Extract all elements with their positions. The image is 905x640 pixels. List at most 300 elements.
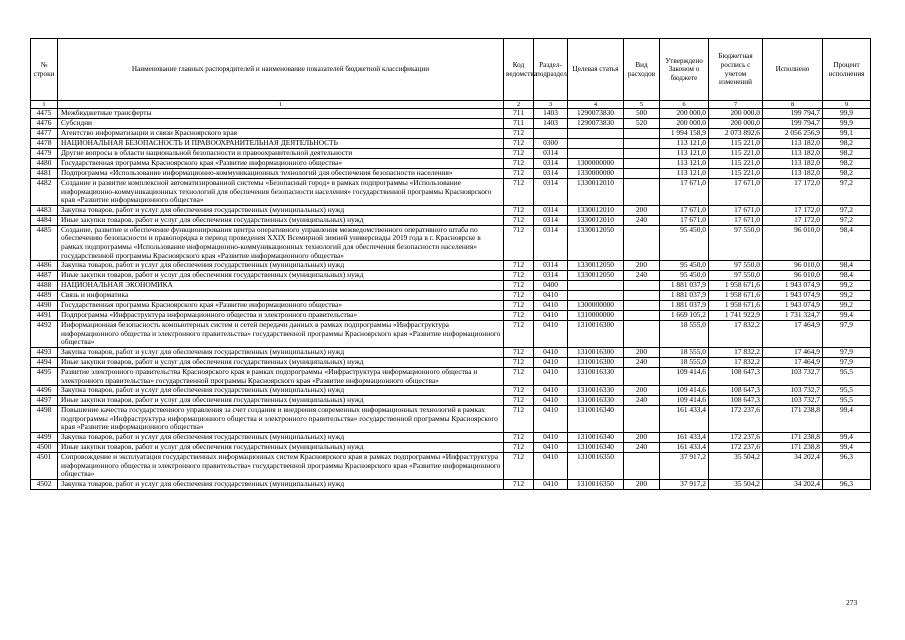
col-number: 6 [660, 101, 709, 109]
table-row [31, 159, 871, 169]
table-row [31, 321, 871, 348]
approved-amount: 109 414,6 [660, 396, 709, 406]
approved-amount: 18 555,0 [660, 321, 709, 348]
expense-type [624, 179, 660, 206]
dept-code: 712 [504, 225, 534, 260]
dept-code: 712 [504, 271, 534, 281]
budget-amount: 200 000,0 [709, 109, 763, 119]
approved-amount: 17 671,0 [660, 215, 709, 225]
expense-type: 200 [624, 347, 660, 357]
row-name: Создание, развитие и обеспечение функционирования центра оперативного управления межведомственного оперативного штаба по обеспечению безопасности и правопорядка в период проведения XXIX Всемирной зимней универсиады 2019 года в г. Красноярске в рамках подпрограммы «Использование информационно-коммуникационных технологий для обеспечения безопасности населения» государственной программы Красноярского края «Развитие информационного общества» [58, 225, 504, 260]
expense-type [624, 406, 660, 433]
row-name: Связь и информатика [58, 291, 504, 301]
budget-amount: 35 504,2 [709, 452, 763, 479]
row-name: Закупка товаров, работ и услуг для обеспечения государственных (муниципальных) нужд [58, 479, 504, 489]
dept-code: 712 [504, 149, 534, 159]
approved-amount: 109 414,6 [660, 386, 709, 396]
expense-type: 240 [624, 396, 660, 406]
row-number: 4489 [31, 291, 58, 301]
row-name: Иные закупки товаров, работ и услуг для обеспечения государственных (муниципальных) нужд [58, 357, 504, 367]
row-name: Закупка товаров, работ и услуг для обеспечения государственных (муниципальных) нужд [58, 432, 504, 442]
row-number: 4492 [31, 321, 58, 348]
row-number: 4493 [31, 347, 58, 357]
row-name: НАЦИОНАЛЬНАЯ ЭКОНОМИКА [58, 281, 504, 291]
approved-amount: 37 917,2 [660, 479, 709, 489]
budget-amount: 1 741 922,9 [709, 311, 763, 321]
executed-amount: 103 732,7 [763, 386, 823, 396]
target-code [568, 149, 624, 159]
expense-type: 520 [624, 119, 660, 129]
section-code: 0314 [534, 271, 568, 281]
approved-amount: 17 671,0 [660, 205, 709, 215]
percent-value: 99,9 [823, 119, 871, 129]
table-row [31, 119, 871, 129]
table-row [31, 169, 871, 179]
percent-value: 97,9 [823, 321, 871, 348]
col-number: 1 [31, 101, 58, 109]
dept-code: 712 [504, 169, 534, 179]
row-number: 4494 [31, 357, 58, 367]
target-code [568, 129, 624, 139]
row-number: 4491 [31, 311, 58, 321]
approved-amount: 95 450,0 [660, 261, 709, 271]
row-name: Закупка товаров, работ и услуг для обеспечения государственных (муниципальных) нужд [58, 261, 504, 271]
expense-type [624, 159, 660, 169]
col-number: 4 [568, 101, 624, 109]
row-name: Иные закупки товаров, работ и услуг для обеспечения государственных (муниципальных) нужд [58, 396, 504, 406]
table-body [31, 109, 871, 490]
header-row-number: № строки [31, 39, 58, 101]
budget-amount: 17 671,0 [709, 205, 763, 215]
section-code: 0410 [534, 432, 568, 442]
target-code: 1310016330 [568, 386, 624, 396]
col-number: 5 [624, 101, 660, 109]
section-code: 0410 [534, 406, 568, 433]
executed-amount: 199 794,7 [763, 119, 823, 129]
dept-code: 712 [504, 261, 534, 271]
approved-amount: 1 994 158,9 [660, 129, 709, 139]
expense-type: 240 [624, 357, 660, 367]
executed-amount: 96 010,0 [763, 261, 823, 271]
table-row [31, 179, 871, 206]
target-code: 1310016340 [568, 432, 624, 442]
budget-amount: 172 237,6 [709, 406, 763, 433]
section-code: 0410 [534, 479, 568, 489]
row-name: Государственная программа Красноярского края «Развитие информационного общества» [58, 301, 504, 311]
executed-amount: 103 732,7 [763, 396, 823, 406]
row-number: 4496 [31, 386, 58, 396]
section-code: 0400 [534, 281, 568, 291]
table-row [31, 225, 871, 260]
row-name: Государственная программа Красноярского края «Развитие информационного общества» [58, 159, 504, 169]
row-name: Иные закупки товаров, работ и услуг для обеспечения государственных (муниципальных) нужд [58, 271, 504, 281]
executed-amount: 17 172,0 [763, 179, 823, 206]
table-row [31, 261, 871, 271]
expense-type [624, 225, 660, 260]
row-number: 4488 [31, 281, 58, 291]
row-number: 4502 [31, 479, 58, 489]
percent-value: 98,4 [823, 271, 871, 281]
budget-amount: 17 832,2 [709, 347, 763, 357]
row-number: 4500 [31, 442, 58, 452]
row-number: 4483 [31, 205, 58, 215]
budget-table [30, 38, 871, 490]
approved-amount: 95 450,0 [660, 271, 709, 281]
header-approved: Утверждено Законом о бюджете [660, 39, 709, 101]
row-name: Закупка товаров, работ и услуг для обеспечения государственных (муниципальных) нужд [58, 386, 504, 396]
col-number: 8 [763, 101, 823, 109]
row-name: Субсидии [58, 119, 504, 129]
row-number: 4479 [31, 149, 58, 159]
executed-amount: 17 464,9 [763, 347, 823, 357]
target-code: 1330012050 [568, 225, 624, 260]
dept-code: 712 [504, 179, 534, 206]
row-number: 4478 [31, 139, 58, 149]
percent-value: 95,5 [823, 386, 871, 396]
budget-amount: 108 647,3 [709, 367, 763, 385]
target-code: 1330012050 [568, 271, 624, 281]
table-row [31, 139, 871, 149]
target-code [568, 281, 624, 291]
expense-type [624, 321, 660, 348]
target-code: 1290073830 [568, 109, 624, 119]
dept-code: 712 [504, 452, 534, 479]
executed-amount: 113 182,0 [763, 139, 823, 149]
dept-code: 712 [504, 357, 534, 367]
table-row [31, 205, 871, 215]
budget-amount: 2 073 892,6 [709, 129, 763, 139]
expense-type: 240 [624, 215, 660, 225]
percent-value: 98,2 [823, 149, 871, 159]
section-code: 0410 [534, 291, 568, 301]
header-executed: Исполнено [763, 39, 823, 101]
percent-value: 98,2 [823, 159, 871, 169]
row-name: Межбюджетные трансферты [58, 109, 504, 119]
expense-type: 200 [624, 261, 660, 271]
target-code: 1310000000 [568, 311, 624, 321]
section-code: 1403 [534, 119, 568, 129]
row-name: Агентство информатизации и связи Красноярского края [58, 129, 504, 139]
section-code: 0410 [534, 357, 568, 367]
percent-value: 99,1 [823, 129, 871, 139]
col-number: 1 [58, 101, 504, 109]
row-name: Развитие электронного правительства Красноярского края в рамках подпрограммы «Инфраструктура информационного общества и электронного правительства» государственной программы Красноярского края «Развитие информационного общества» [58, 367, 504, 385]
expense-type: 240 [624, 442, 660, 452]
row-number: 4482 [31, 179, 58, 206]
executed-amount: 17 464,9 [763, 321, 823, 348]
row-name: Повышение качества государственного управления за счет создания и внедрения современных информационных технологий в рамках подпрограммы «Инфраструктура информационного общества и электронного правительства» государственной программы Красноярского края «Развитие информационного общества» [58, 406, 504, 433]
budget-amount: 35 504,2 [709, 479, 763, 489]
approved-amount: 95 450,0 [660, 225, 709, 260]
budget-amount: 172 237,6 [709, 442, 763, 452]
col-number: 7 [709, 101, 763, 109]
row-number: 4485 [31, 225, 58, 260]
dept-code: 712 [504, 321, 534, 348]
executed-amount: 103 732,7 [763, 367, 823, 385]
row-name: Создание и развитие комплексной автоматизированной системы «Безопасный город» в рамках подпрограммы «Использование информационно-коммуникационных технологий для обеспечения безопасности населения» государственной программы Красноярского края «Развитие информационного общества» [58, 179, 504, 206]
dept-code: 712 [504, 205, 534, 215]
executed-amount: 17 464,9 [763, 357, 823, 367]
expense-type [624, 367, 660, 385]
section-code: 0314 [534, 205, 568, 215]
table-row [31, 281, 871, 291]
budget-amount: 115 221,0 [709, 169, 763, 179]
expense-type [624, 291, 660, 301]
page-number: 273 [846, 598, 858, 607]
table-row [31, 386, 871, 396]
percent-value: 97,2 [823, 215, 871, 225]
row-number: 4477 [31, 129, 58, 139]
percent-value: 99,4 [823, 406, 871, 433]
budget-amount: 1 958 671,6 [709, 291, 763, 301]
approved-amount: 161 433,4 [660, 406, 709, 433]
expense-type [624, 149, 660, 159]
section-code: 0314 [534, 261, 568, 271]
budget-amount: 17 832,2 [709, 321, 763, 348]
budget-amount: 115 221,0 [709, 149, 763, 159]
percent-value: 99,4 [823, 432, 871, 442]
section-code: 0314 [534, 215, 568, 225]
target-code: 1330012050 [568, 261, 624, 271]
executed-amount: 34 202,4 [763, 452, 823, 479]
table-row [31, 432, 871, 442]
budget-amount: 17 671,0 [709, 215, 763, 225]
dept-code: 711 [504, 109, 534, 119]
table-row [31, 442, 871, 452]
expense-type: 200 [624, 479, 660, 489]
row-name: Подпрограмма «Инфраструктура информационного общества и электронного правительства» [58, 311, 504, 321]
executed-amount: 34 202,4 [763, 479, 823, 489]
target-code: 1300000000 [568, 301, 624, 311]
header-section: Раздел-подраздел [534, 39, 568, 101]
target-code: 1300000000 [568, 159, 624, 169]
approved-amount: 18 555,0 [660, 347, 709, 357]
approved-amount: 113 121,0 [660, 149, 709, 159]
executed-amount: 171 238,8 [763, 406, 823, 433]
dept-code: 712 [504, 396, 534, 406]
row-number: 4480 [31, 159, 58, 169]
header-expense-type: Вид расходов [624, 39, 660, 101]
table-row [31, 149, 871, 159]
dept-code: 712 [504, 311, 534, 321]
budget-amount: 1 958 671,6 [709, 301, 763, 311]
percent-value: 96,3 [823, 452, 871, 479]
row-number: 4484 [31, 215, 58, 225]
header-name: Наименование главных распорядителей и наименование показателей бюджетной классификации [58, 39, 504, 101]
percent-value: 98,4 [823, 261, 871, 271]
dept-code: 712 [504, 215, 534, 225]
expense-type [624, 169, 660, 179]
target-code: 1310016300 [568, 321, 624, 348]
dept-code: 712 [504, 367, 534, 385]
row-name: Закупка товаров, работ и услуг для обеспечения государственных (муниципальных) нужд [58, 347, 504, 357]
target-code [568, 291, 624, 301]
percent-value: 98,2 [823, 139, 871, 149]
approved-amount: 1 881 037,9 [660, 301, 709, 311]
expense-type [624, 129, 660, 139]
table-row [31, 301, 871, 311]
executed-amount: 1 943 074,9 [763, 281, 823, 291]
dept-code: 712 [504, 347, 534, 357]
section-code [534, 129, 568, 139]
executed-amount: 113 182,0 [763, 159, 823, 169]
percent-value: 99,4 [823, 442, 871, 452]
row-name: Иные закупки товаров, работ и услуг для обеспечения государственных (муниципальных) нужд [58, 215, 504, 225]
row-number: 4498 [31, 406, 58, 433]
dept-code: 712 [504, 432, 534, 442]
executed-amount: 199 794,7 [763, 109, 823, 119]
percent-value: 99,2 [823, 281, 871, 291]
row-name: Другие вопросы в области национальной безопасности и правоохранительной деятельности [58, 149, 504, 159]
table-row [31, 367, 871, 385]
dept-code: 712 [504, 281, 534, 291]
budget-amount: 108 647,3 [709, 396, 763, 406]
row-number: 4476 [31, 119, 58, 129]
expense-type [624, 281, 660, 291]
approved-amount: 1 881 037,9 [660, 291, 709, 301]
budget-amount: 97 550,0 [709, 261, 763, 271]
approved-amount: 161 433,4 [660, 442, 709, 452]
executed-amount: 17 172,0 [763, 205, 823, 215]
row-number: 4475 [31, 109, 58, 119]
percent-value: 97,9 [823, 357, 871, 367]
executed-amount: 96 010,0 [763, 271, 823, 281]
section-code: 0410 [534, 321, 568, 348]
approved-amount: 113 121,0 [660, 169, 709, 179]
executed-amount: 171 238,8 [763, 432, 823, 442]
section-code: 0410 [534, 452, 568, 479]
target-code: 1310016300 [568, 347, 624, 357]
dept-code: 712 [504, 301, 534, 311]
target-code: 1310016350 [568, 479, 624, 489]
target-code: 1310016350 [568, 452, 624, 479]
col-number: 3 [534, 101, 568, 109]
approved-amount: 109 414,6 [660, 367, 709, 385]
table-row [31, 479, 871, 489]
dept-code: 711 [504, 119, 534, 129]
budget-amount: 97 550,0 [709, 225, 763, 260]
table-row [31, 347, 871, 357]
table-row [31, 311, 871, 321]
budget-amount: 97 550,0 [709, 271, 763, 281]
table-row [31, 291, 871, 301]
row-name: Иные закупки товаров, работ и услуг для обеспечения государственных (муниципальных) нужд [58, 442, 504, 452]
percent-value: 96,3 [823, 479, 871, 489]
percent-value: 95,5 [823, 367, 871, 385]
section-code: 0410 [534, 311, 568, 321]
table-row [31, 129, 871, 139]
executed-amount: 113 182,0 [763, 169, 823, 179]
target-code: 1310016330 [568, 367, 624, 385]
percent-value: 98,2 [823, 169, 871, 179]
percent-value: 97,9 [823, 347, 871, 357]
dept-code: 712 [504, 159, 534, 169]
section-code: 0314 [534, 179, 568, 206]
percent-value: 99,9 [823, 109, 871, 119]
approved-amount: 113 121,0 [660, 139, 709, 149]
section-code: 0410 [534, 301, 568, 311]
target-code: 1310016330 [568, 396, 624, 406]
row-number: 4501 [31, 452, 58, 479]
section-code: 1403 [534, 109, 568, 119]
target-code: 1290073830 [568, 119, 624, 129]
section-code: 0410 [534, 386, 568, 396]
row-number: 4481 [31, 169, 58, 179]
col-number: 9 [823, 101, 871, 109]
percent-value: 97,2 [823, 205, 871, 215]
row-number: 4486 [31, 261, 58, 271]
expense-type: 200 [624, 386, 660, 396]
row-name: Подпрограмма «Использование информационно-коммуникационных технологий для обеспечения безопасности населения» [58, 169, 504, 179]
dept-code: 712 [504, 129, 534, 139]
approved-amount: 18 555,0 [660, 357, 709, 367]
approved-amount: 113 121,0 [660, 159, 709, 169]
target-code: 1330000000 [568, 169, 624, 179]
section-code: 0314 [534, 225, 568, 260]
dept-code: 712 [504, 406, 534, 433]
budget-amount: 17 671,0 [709, 179, 763, 206]
approved-amount: 200 000,0 [660, 119, 709, 129]
section-code: 0410 [534, 442, 568, 452]
header-percent: Процент исполнения [823, 39, 871, 101]
executed-amount: 17 172,0 [763, 215, 823, 225]
section-code: 0314 [534, 149, 568, 159]
executed-amount: 1 943 074,9 [763, 301, 823, 311]
row-number: 4499 [31, 432, 58, 442]
dept-code: 712 [504, 291, 534, 301]
section-code: 0300 [534, 139, 568, 149]
row-number: 4497 [31, 396, 58, 406]
target-code: 1330012010 [568, 215, 624, 225]
table-row [31, 109, 871, 119]
approved-amount: 1 881 037,9 [660, 281, 709, 291]
executed-amount: 171 238,8 [763, 442, 823, 452]
section-code: 0410 [534, 396, 568, 406]
section-code: 0314 [534, 159, 568, 169]
header-row [31, 39, 871, 101]
row-number: 4490 [31, 301, 58, 311]
target-code: 1330012010 [568, 179, 624, 206]
dept-code: 712 [504, 386, 534, 396]
budget-amount: 172 237,6 [709, 432, 763, 442]
header-dept-code: Код ведомства [504, 39, 534, 101]
header-budget: Бюджетная роспись с учетом изменений [709, 39, 763, 101]
row-name: Информационная безопасность компьютерных систем и сетей передачи данных в рамках подпрограммы «Инфраструктура информационного общества и электронного правительства» государственной программы Красноярского края «Развитие информационного общества» [58, 321, 504, 348]
approved-amount: 17 671,0 [660, 179, 709, 206]
executed-amount: 1 731 324,7 [763, 311, 823, 321]
target-code: 1330012010 [568, 205, 624, 215]
budget-amount: 17 832,2 [709, 357, 763, 367]
dept-code: 712 [504, 442, 534, 452]
budget-amount: 108 647,3 [709, 386, 763, 396]
row-number: 4495 [31, 367, 58, 385]
percent-value: 95,5 [823, 396, 871, 406]
table-row [31, 215, 871, 225]
table-row [31, 406, 871, 433]
approved-amount: 37 917,2 [660, 452, 709, 479]
approved-amount: 1 669 105,2 [660, 311, 709, 321]
row-number: 4487 [31, 271, 58, 281]
dept-code: 712 [504, 139, 534, 149]
percent-value: 99,4 [823, 311, 871, 321]
target-code [568, 139, 624, 149]
executed-amount: 96 010,0 [763, 225, 823, 260]
section-code: 0314 [534, 169, 568, 179]
target-code: 1310016300 [568, 357, 624, 367]
expense-type: 200 [624, 432, 660, 442]
header-target: Целевая статья [568, 39, 624, 101]
executed-amount: 113 182,0 [763, 149, 823, 159]
